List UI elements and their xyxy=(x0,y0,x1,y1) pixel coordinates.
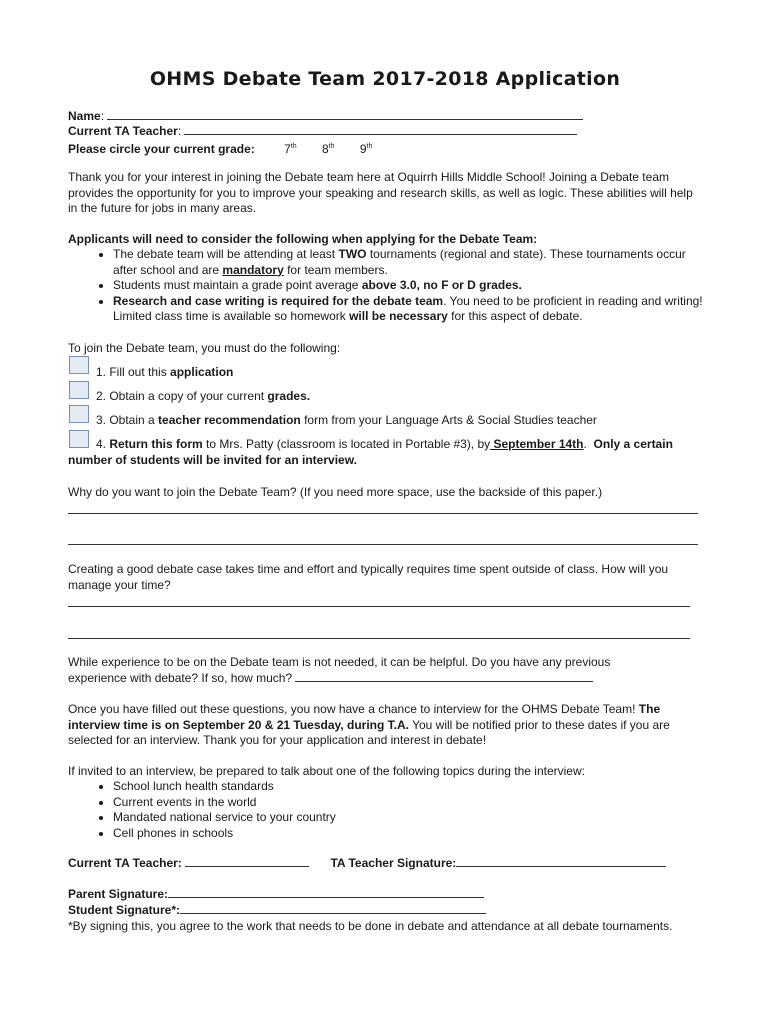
requirements-list xyxy=(88,247,703,325)
step1-checkbox[interactable] xyxy=(69,356,89,374)
grade-option-8[interactable]: 8th xyxy=(321,142,335,156)
grade-option-7[interactable]: 7th xyxy=(284,142,297,156)
interview-paragraph: Once you have filled out these questions, you now have a chance to interview for the OHMS Debate Team! The interview time is on September 20 & 21 Tuesday, during T.A. You will be notified prior to these dates if you are selected for an interview. Thank you for your application and interest in debate! xyxy=(68,702,670,747)
step2-text: 2. Obtain a copy of your current grades. xyxy=(96,389,311,403)
signature-note: *By signing this, you agree to the work that needs to be done in debate and attendance at all debate tournaments. xyxy=(68,919,673,933)
requirements-heading: Applicants will need to consider the following when applying for the Debate Team: xyxy=(68,232,538,246)
student-signature-row xyxy=(68,903,486,918)
list-item: • Current events in the world xyxy=(113,795,703,811)
list-item: • Students must maintain a grade point average above 3.0, no F or D grades. xyxy=(113,278,703,294)
list-item: • The debate team will be attending at least TWO tournaments (regional and state). These tournaments occur after school and are mandatory for team members. xyxy=(113,247,703,278)
topics-intro: If invited to an interview, be prepared to talk about one of the following topics during the interview: xyxy=(68,764,585,778)
ta-teacher-line[interactable] xyxy=(185,856,309,867)
question-1: Why do you want to join the Debate Team? (If you need more space, use the backside of this paper.) xyxy=(68,485,603,499)
intro-paragraph: Thank you for your interest in joining the Debate team here at Oquirrh Hills Middle School! Joining a Debate team provides the opportunity for you to improve your speaking and research skills, as well as logic. These abilities will help in the future for jobs in many areas. xyxy=(68,170,693,215)
step4-text: 4. Return this form to Mrs. Patty (classroom is located in Portable #3), by September 14th. Only a certain xyxy=(96,437,673,451)
name-label: Name xyxy=(68,109,101,123)
grade-row xyxy=(68,139,372,157)
ta-teacher-field[interactable]: Current TA Teacher: xyxy=(68,124,577,139)
ta-signature-line[interactable] xyxy=(456,856,666,867)
list-item: • Cell phones in schools xyxy=(113,826,703,842)
answer-line[interactable] xyxy=(68,638,690,639)
step3-text: 3. Obtain a teacher recommendation form from your Language Arts & Social Studies teacher xyxy=(96,413,597,427)
page-title: OHMS Debate Team 2017-2018 Application xyxy=(149,68,621,90)
ta-teacher-signature-row xyxy=(68,856,666,871)
ta-teacher-label: Current TA Teacher: xyxy=(68,856,182,870)
step2-checkbox[interactable] xyxy=(69,381,89,399)
list-item: • School lunch health standards xyxy=(113,779,703,795)
topics-list xyxy=(88,779,703,841)
student-signature-label: Student Signature*: xyxy=(68,903,181,917)
grade-option-9[interactable]: 9th xyxy=(359,142,373,156)
steps-intro: To join the Debate team, you must do the following: xyxy=(68,341,341,355)
parent-signature-row xyxy=(68,887,484,902)
step1-text: 1. Fill out this application xyxy=(96,365,234,379)
grade-label: Please circle your current grade: xyxy=(68,142,255,156)
question-3: While experience to be on the Debate team is not needed, it can be helpful. Do you have any previous xyxy=(68,655,611,669)
answer-line[interactable] xyxy=(68,606,690,607)
step3-checkbox[interactable] xyxy=(69,405,89,423)
ta-signature-label: TA Teacher Signature: xyxy=(330,856,457,870)
student-signature-line[interactable] xyxy=(180,903,486,914)
ta-teacher-label: Current TA Teacher xyxy=(68,124,178,138)
step4-text-cont: number of students will be invited for an interview. xyxy=(68,453,357,467)
parent-signature-line[interactable] xyxy=(168,887,484,898)
name-field[interactable]: Name: xyxy=(68,109,583,124)
question-3-cont[interactable]: experience with debate? If so, how much? xyxy=(68,671,593,686)
list-item: • Mandated national service to your country xyxy=(113,810,703,826)
answer-line[interactable] xyxy=(68,544,698,545)
parent-signature-label: Parent Signature: xyxy=(68,887,169,901)
question-2: Creating a good debate case takes time and effort and typically requires time spent outside of class. How will you manage your time? xyxy=(68,562,669,592)
list-item: • Research and case writing is required for the debate team. You need to be proficient in reading and writing! Limited class time is available so homework will be necessary for this aspect of debate. xyxy=(113,294,703,325)
step4-checkbox[interactable] xyxy=(69,430,89,448)
answer-line[interactable] xyxy=(68,513,698,514)
